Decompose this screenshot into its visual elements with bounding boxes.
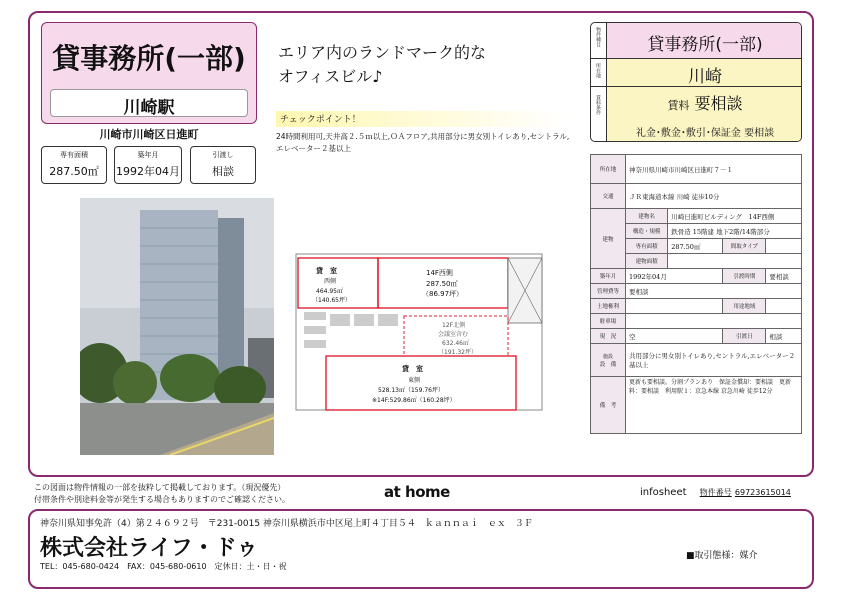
plan-east-sub: 東側 [408, 377, 421, 384]
catch-line2: オフィスビル♪ [278, 67, 383, 86]
rh-type: 貸事務所(一部) [647, 35, 763, 55]
spec-land-label: 土地権利 [591, 299, 626, 314]
property-type-title: 貸事務所(一部) [52, 42, 246, 75]
spec-floor-type [766, 239, 802, 254]
athome-logo-text: at home [384, 483, 450, 501]
infosheet [640, 487, 791, 498]
spec-built-label: 築年月 [591, 269, 626, 284]
spec-remarks: 更新も要相談。分割プランあり 保証金償却：要相談 更新料：要相談 利用駅１：京急本線 京急川崎 徒歩12分 [626, 377, 802, 434]
plan-north-title: 12F北側 [442, 322, 466, 329]
rh-side-type-label: 物件種目 [595, 27, 601, 47]
address-short: 川崎市川崎区日進町 [99, 128, 199, 141]
spec-delivery: 要相談 [766, 269, 802, 284]
spec-area: 287.50㎡ [668, 239, 723, 254]
spec-remarks-label: 備 考 [591, 377, 626, 434]
spec-floor-type-label: 間取タイプ [723, 239, 766, 254]
plan-north-tsubo: （191.32坪） [438, 349, 477, 356]
disclaimer-1: この図面は物件情報の一部を抜粋して掲載しております。（現況優先） [34, 483, 286, 492]
plan-north-area: 632.46㎡ [442, 340, 469, 347]
rh-rent [607, 91, 802, 114]
rh-price-box [607, 87, 802, 142]
company-name: 株式会社ライフ・ドゥ [40, 536, 259, 561]
rh-side-place [591, 59, 607, 87]
stat-delivery [190, 146, 256, 184]
plan-west-tsubo: （140.65坪） [312, 297, 351, 304]
spec-parking-label: 駐車場 [591, 314, 626, 329]
spec-transport: ＪＲ東海道本線 川崎 徒歩10分 [626, 184, 802, 209]
rh-rent-label: 賃料 [667, 99, 690, 112]
spec-mgmt-label: 管理費等 [591, 284, 626, 299]
deal-type [686, 548, 758, 561]
infosheet-label: infosheet [640, 487, 687, 498]
spec-land-right-label: 用途地域 [723, 299, 766, 314]
plan-east-14f: ※14F:529.86㎡（160.28坪） [372, 397, 456, 404]
spec-bldg-name: 川崎日進町ビルディング 14F西側 [668, 209, 802, 224]
stat-built-value: 1992年04月 [116, 165, 180, 178]
spec-facility-sub: 施設 [602, 353, 613, 360]
rh-side-place-label: 所在地 [595, 63, 601, 78]
spec-hand-label: 引渡日 [723, 329, 766, 344]
stat-delivery-value: 相談 [212, 165, 234, 178]
plan-north-note: 会議室含む [438, 331, 469, 338]
spec-building-area-label: 建物面積 [626, 254, 668, 269]
spec-facility-label [591, 344, 626, 377]
stat-built-label: 築年月 [137, 151, 159, 159]
stat-area-label: 専有面積 [60, 151, 88, 159]
rh-side-price-label: 賃料条件 [595, 95, 601, 115]
spec-facility: 共用部分に男女別トイレあり,セントラル,エレベーター２基以上 [626, 344, 802, 377]
stat-area [41, 146, 107, 184]
spec-facility-label-text: 設 備 [599, 361, 617, 368]
spec-address: 神奈川県川崎市川崎区日進町７－１ [626, 155, 802, 184]
spec-table-wrap [590, 154, 802, 434]
stat-built [114, 146, 182, 184]
spec-structure: 鉄骨造 15階建 地下2階/14階部分 [668, 224, 802, 239]
company-license: 神奈川県知事免許（4）第２４６９２号 〒231-0015 神奈川県横浜市中区尾上町４丁目５４ ｋａｎｎａｉ ｅｘ ３Ｆ [40, 519, 533, 529]
rh-rent-value: 要相談 [694, 94, 743, 113]
disclaimer-2: 付帯条件や別途料金等が発生する場合もありますのでご確認ください。 [34, 495, 290, 504]
property-type-box [41, 22, 257, 124]
spec-delivery-label: 引渡時期 [723, 269, 766, 284]
plan-west-title: 貸 室 [316, 267, 337, 275]
spec-table [590, 154, 802, 434]
athome-logo [384, 483, 450, 501]
plan-west-area: 464.95㎡ [316, 288, 343, 295]
spec-transport-label: 交通 [591, 184, 626, 209]
spec-built: 1992年04月 [626, 269, 723, 284]
spec-structure-label: 構造・規模 [626, 224, 668, 239]
deal-label: ■取引態様： [686, 551, 740, 561]
station-name: 川崎駅 [123, 98, 175, 118]
spec-hand: 相談 [766, 329, 802, 344]
spec-status-label: 現 況 [591, 329, 626, 344]
property-no-label: 物件番号 [699, 488, 732, 497]
plan-east-title: 貸 室 [402, 365, 423, 373]
stat-area-value: 287.50㎡ [49, 165, 99, 178]
floor-plan [294, 252, 544, 412]
spec-mgmt: 要相談 [626, 284, 802, 299]
checkpoint-title: チェックポイント！ [280, 115, 361, 125]
building-photo [80, 198, 274, 455]
stat-delivery-label: 引渡し [212, 151, 234, 159]
plan-west-sub: 西側 [324, 278, 337, 285]
plan-east-area: 528.13㎡（159.76坪） [378, 387, 444, 394]
plan-14f-area: 287.50㎡ [426, 280, 458, 288]
rh-city-box [607, 59, 802, 87]
spec-address-label: 所在地 [591, 155, 626, 184]
spec-building-label: 建物 [591, 209, 626, 269]
deal-value: 媒介 [739, 551, 758, 561]
rh-side-price [591, 87, 607, 142]
plan-14f-tsubo: （86.97坪） [422, 290, 464, 298]
company-contact: TEL：045-680-0424 FAX：045-680-0610 定休日：土・日・祝 [40, 562, 287, 571]
rh-city: 川崎 [688, 67, 722, 87]
spec-status: 空 [626, 329, 723, 344]
right-header [590, 22, 802, 142]
spec-area-label: 専有面積 [626, 239, 668, 254]
rh-side-type [591, 23, 607, 59]
rh-conditions: 礼金･敷金･敷引･保証金 要相談 [635, 128, 775, 139]
catch-line1: エリア内のランドマーク的な [278, 43, 487, 62]
checkpoint-text: 24時間利用可,天井高２.５ｍ以上,ＯＡフロア,共用部分に男女別トイレあり,セントラル,エレベーター２基以上 [276, 132, 570, 153]
property-no: 69723615014 [734, 488, 791, 497]
spec-bldg-name-label: 建物名 [626, 209, 668, 224]
plan-14f-title: 14F西側 [426, 269, 453, 277]
rh-type-box [607, 23, 802, 59]
station-box [50, 89, 248, 117]
